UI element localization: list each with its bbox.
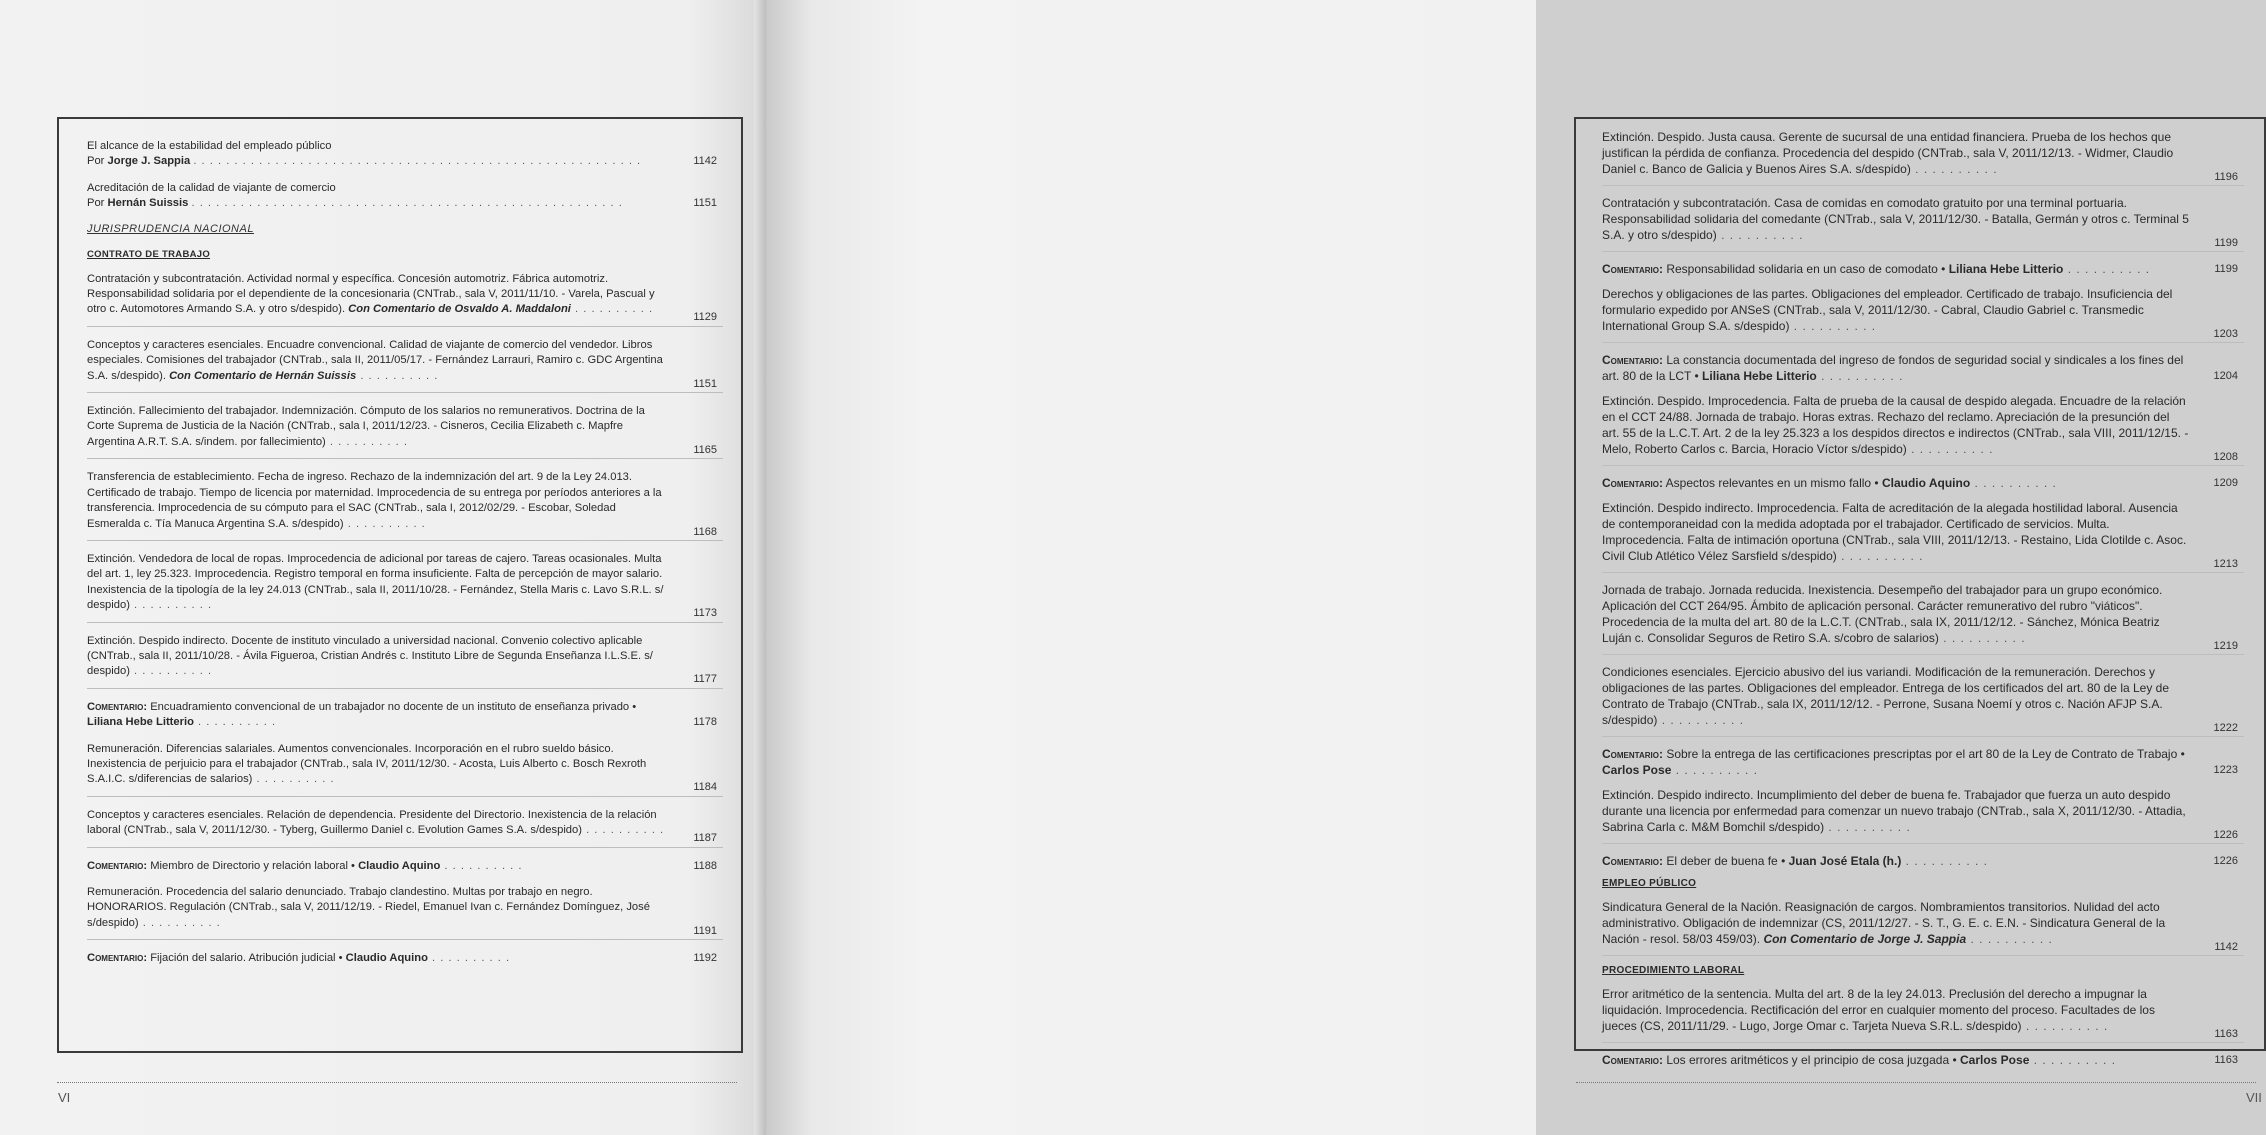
page-number: 1226: [2213, 855, 2238, 867]
entry-text: Transferencia de establecimiento. Fecha de ingreso. Rechazo de la indemnización del art. 9 de la Ley 24.013. Certificado de trabajo. Tiempo de licencia por maternidad. Improcedencia de su entrega por períodos anteriores a la transferencia. Improcedencia de su cómputo para el SAC (CNTrab., sala I, 2012/02/29. - Escobar, Soledad Esmeralda c. Tía Manuca Argentina S.A. s/despido): [87, 471, 662, 530]
dot-leader: . . . . . . . . . .: [1836, 549, 1924, 563]
page-number: 1188: [693, 859, 717, 872]
page-number: 1209: [2213, 477, 2238, 489]
dot-leader: . . . . . . . . . .: [1901, 854, 1989, 868]
comment-entry: [1602, 746, 2244, 778]
toc-entry: [87, 808, 723, 848]
entry-author: Claudio Aquino: [345, 952, 428, 965]
entry-text: Los errores aritméticos y el principio de cosa juzgada •: [1666, 1053, 1957, 1067]
dot-leader: . . . . . . . . . .: [1970, 476, 2057, 490]
dot-leader: . . . . . . . . . .: [129, 665, 213, 678]
toc-entry: [1602, 582, 2244, 655]
intro-entry: [87, 181, 723, 212]
page-number: 1142: [2214, 941, 2238, 953]
comment-entry: [1602, 261, 2244, 277]
page-folio: VI: [58, 1090, 71, 1105]
by-label: Por: [87, 197, 105, 210]
entry-text: Extinción. Despido. Justa causa. Gerente de sucursal de una entidad financiera. Prueba de los hechos que justifican la pérdida de confianza. Procedencia del despido (CNTrab., sala V, 2011/12/13. - Widmer, Claudio Daniel c. Banco de Galicia y Buenos Aires S.A. s/despido): [1602, 130, 2174, 176]
page-number: 1142: [693, 155, 717, 168]
page-number: 1173: [693, 607, 717, 620]
entry-text: Error aritmético de la sentencia. Multa del art. 8 de la ley 24.013. Preclusión del derecho a impugnar la liquidación. Improcedencia. Rectificación del error en cualquier momento del proceso. Facultades de los jueces (CS, 2011/11/29. - Lugo, Jorge Omar c. Tarjeta Nueva S.R.L. s/despido): [1602, 987, 2155, 1033]
dot-leader: . . . . . . . . . .: [1966, 932, 2053, 946]
entry-text: Miembro de Directorio y relación laboral •: [150, 859, 355, 872]
entry-text: Fijación del salario. Atribución judicial •: [150, 952, 343, 965]
intro-byline: [87, 154, 671, 169]
entry-text: Aspectos relevantes en un mismo fallo •: [1665, 476, 1879, 490]
toc-entry: [1602, 899, 2244, 956]
dot-leader: . . . . . . . . . .: [2021, 1019, 2109, 1033]
toc-entry: [1602, 787, 2244, 844]
entry-text: Contratación y subcontratación. Actividad normal y específica. Concesión automotriz. Fábrica automotriz. Responsabilidad solidaria por el dependiente de la concesionaria (CNTrab., sala V, 2011/11/10. - Varela, Pascual y otro c. Automotores Armando S.A. y otro s/despido).: [87, 272, 655, 316]
subsection-heading: CONTRATO DE TRABAJO: [87, 248, 211, 260]
comment-label: Comentario:: [1602, 854, 1663, 868]
dot-leader: . . . . . . . . . .: [193, 716, 277, 729]
page-number: 1203: [2213, 328, 2238, 340]
dot-leader: . . . . . . . . . .: [2063, 262, 2151, 276]
entry-text: Derechos y obligaciones de las partes. Obligaciones del empleador. Certificado de trabajo. Insuficiencia del formulario expedido por ANSeS (CNTrab., sala V, 2011/12/30. - Cabral, Claudio Gabriel c. Transmedic International Group S.A. s/despido): [1602, 287, 2173, 333]
entry-text: Extinción. Despido indirecto. Docente de instituto vinculado a universidad nacional. Convenio colectivo aplicable (CNTrab., sala II, 2011/10/28. - Ávila Figueroa, Cristian Andrés c. Instituto Libre de Segunda Enseñanza I.L.S.E. s/ despido): [87, 634, 653, 678]
entry-text: Extinción. Despido. Improcedencia. Falta de prueba de la causal de despido alegada. Encuadre de la relación en el CCT 24/88. Jornada de trabajo. Horas extras. Rechazo del reclamo. Apreciación de la presunción del art. 55 de la L.C.T. Art. 2 de la ley 25.323 a los despidos directos e indirectos (CNTrab., sala VIII, 2011/12/15. - Melo, Roberto Carlos c. Barcia, Horacio Víctor s/despido): [1602, 394, 2189, 456]
dot-leader: . . . . . . . . . .: [252, 773, 335, 786]
right-entry-list: [1602, 129, 2244, 1068]
entry-text: Encuadramiento convencional de un trabajador no docente de un instituto de enseñanza privado •: [150, 700, 637, 713]
author: Hernán Suissis: [107, 197, 189, 210]
dot-leader: . . . . . . . . . .: [1938, 631, 2026, 645]
right-page: [766, 0, 2262, 1135]
entry-text: Extinción. Fallecimiento del trabajador. Indemnización. Cómputo de los salarios no remunerativos. Doctrina de la Corte Suprema de Justicia de la Nación (CNTrab., sala I, 2011/12/23. - Cisneros, Cecilia Elizabeth c. Mapfre Argentina A.R.T. S.A. s/indem. por fallecimiento): [87, 405, 645, 448]
comment-entry: [1602, 475, 2244, 491]
footer-rule: [57, 1082, 737, 1083]
entry-text: Extinción. Despido indirecto. Improcedencia. Falta de acreditación de la alegada hostilidad laboral. Ausencia de contemporaneidad con la medida adoptada por el trabajador. Certificado de servicios. Multa. Improcedencia. Falta de intimación oportuna (CNTrab., sala VIII, 2011/12/13. - Restaino, Lida Clotilde c. Asoc. Civil Club Atlético Vélez Sarsfield s/despido): [1602, 501, 2187, 563]
page-number: 1199: [2214, 237, 2238, 249]
page-number: 1226: [2213, 829, 2238, 841]
dot-leader: . . . . . . . . . .: [1716, 228, 1804, 242]
toc-entry: [87, 470, 723, 541]
toc-entry: [87, 338, 723, 393]
page-folio: VII: [2246, 1090, 2262, 1105]
entry-text: Remuneración. Procedencia del salario denunciado. Trabajo clandestino. Multas por trabajo en negro. HONORARIOS. Regulación (CNTrab., sala V, 2011/12/19. - Riedel, Emanuel Ivan c. Fernández Domínguez, José s/despido): [87, 886, 650, 929]
toc-entry: [1602, 393, 2244, 466]
dot-leader: . . . . . . . . . .: [325, 435, 408, 448]
entry-text: Conceptos y caracteres esenciales. Relación de dependencia. Presidente del Directorio. Inexistencia de la relación laboral (CNTrab., sala V, 2011/12/30. - Tyberg, Guillermo Daniel c. Evolution Games S.A. s/despido): [87, 808, 657, 837]
dot-leader: . . . . . . . . . .: [427, 952, 511, 965]
dot-leader: . . . . . . . . . .: [138, 916, 221, 929]
page-number: 1223: [2213, 764, 2238, 776]
toc-entry: [87, 552, 723, 623]
left-entry-list: [87, 272, 723, 967]
entry-author: Con Comentario de Jorge J. Sappia: [1763, 932, 1967, 946]
entry-author: Liliana Hebe Litterio: [1948, 262, 2064, 276]
entry-author: Liliana Hebe Litterio: [87, 716, 194, 729]
dot-leader: . . . . . . . . . .: [440, 859, 523, 872]
page-number: 1204: [2213, 370, 2238, 382]
entry-text: El deber de buena fe •: [1666, 854, 1786, 868]
comment-entry: [87, 859, 723, 874]
subsection-heading: PROCEDIMIENTO LABORAL: [1602, 965, 1745, 976]
page-number: 1219: [2213, 640, 2238, 652]
page-number: 1165: [693, 443, 717, 456]
comment-label: Comentario:: [1602, 476, 1663, 490]
page-number: 1208: [2213, 451, 2238, 463]
entry-author: Claudio Aquino: [358, 859, 441, 872]
dot-leader: . . . . . . . . . .: [1789, 319, 1877, 333]
page-number: 1187: [693, 832, 717, 845]
dot-leader: . . . . . . . . . .: [570, 303, 654, 316]
comment-entry: [1602, 352, 2244, 384]
page-number: 1178: [693, 716, 717, 729]
intro-title: Acreditación de la calidad de viajante de comercio: [87, 181, 336, 194]
page-number: 1177: [693, 673, 717, 686]
page-number: 1222: [2213, 722, 2238, 734]
page-number: 1163: [2214, 1054, 2238, 1066]
page-number: 1213: [2213, 558, 2238, 570]
entry-text: Extinción. Vendedora de local de ropas. Improcedencia de adicional por tareas de cajero. Tareas ocasionales. Multa del art. 1, ley 25.323. Improcedencia. Registro temporal en forma insuficiente. Falta de percepción de mayor salario. Inexistencia de la tipología de la ley 24.013 (CNTrab., sala II, 2011/10/28. - Fernández, Stella Maris c. Lavo S.R.L. s/ despido): [87, 552, 664, 612]
toc-entry: [87, 272, 723, 327]
dot-leader: . . . . . . . . . .: [1910, 162, 1998, 176]
page-number: 1184: [693, 781, 717, 794]
entry-text: Remuneración. Diferencias salariales. Aumentos convencionales. Incorporación en el rubro sueldo básico. Inexistencia de perjuicio para el trabajador (CNTrab., sala IV, 2011/12/30. - Acosta, Luis Alberto c. Bosch Rexroth S.A.I.C. s/diferencias de salarios): [87, 742, 647, 786]
page-number: 1151: [693, 197, 717, 210]
entry-text: Conceptos y caracteres esenciales. Encuadre convencional. Calidad de viajante de comercio del vendedor. Libros especiales. Comisiones del trabajador (CNTrab., sala II, 2011/05/17. - Fernández Larrauri, Ramiro c. GDC Argentina S.A. s/despido).: [87, 338, 663, 382]
comment-label: Comentario:: [1602, 353, 1663, 367]
dot-leader: . . . . . . . . . .: [1671, 763, 1759, 777]
page-number: 1196: [2214, 171, 2238, 183]
section-heading: JURISPRUDENCIA NACIONAL: [87, 222, 254, 235]
page-number: 1129: [693, 311, 717, 324]
toc-entry: [1602, 129, 2244, 186]
toc-entry: [87, 885, 723, 940]
entry-author: Carlos Pose: [1602, 763, 1672, 777]
entry-text: Contratación y subcontratación. Casa de comidas en comodato gratuito por una terminal portuaria. Responsabilidad solidaria del comedante (CNTrab., sala V, 2011/12/30. - Batalla, Germán y otros c. Terminal 5 S.A. y otro s/despido): [1602, 196, 2189, 242]
dot-leader: . . . . . . . . . .: [1657, 713, 1745, 727]
comment-entry: [1602, 853, 2244, 869]
comment-label: Comentario:: [87, 700, 148, 713]
dot-leader: . . . . . . . . . .: [1906, 442, 1994, 456]
dot-leader: . . . . . . . . . .: [356, 369, 439, 382]
page-number: 1168: [693, 525, 717, 538]
entry-text: Sobre la entrega de las certificaciones prescriptas por el art 80 de la Ley de Contrato de Trabajo •: [1666, 747, 2185, 761]
comment-label: Comentario:: [87, 859, 148, 872]
dot-leader: . . . . . . . . . .: [1824, 820, 1911, 834]
entry-text: La constancia documentada del ingreso de fondos de seguridad social y sindicales a los fines del art. 80 de la LCT •: [1602, 353, 2184, 383]
toc-entry: [1602, 664, 2244, 737]
entry-author: Liliana Hebe Litterio: [1702, 369, 1817, 383]
comment-label: Comentario:: [1602, 747, 1663, 761]
intro-title: El alcance de la estabilidad del empleado público: [87, 140, 332, 152]
comment-label: Comentario:: [1602, 1053, 1663, 1067]
entry-text: Condiciones esenciales. Ejercicio abusivo del ius variandi. Modificación de la remuneración. Derechos y obligaciones de las partes. Obligaciones del empleador. Entrega de los certificados del art. 80 de la Ley de Contrato de Trabajo (CNTrab., sala IX, 2011/12/12. - Perrone, Susana Noemí y otros c. Nación AFJP S.A. s/despido): [1602, 665, 2170, 727]
dot-leader: . . . . . . . . . .: [343, 517, 426, 530]
toc-entry: [1602, 986, 2244, 1043]
entry-text: Extinción. Despido indirecto. Incumplimiento del deber de buena fe. Trabajador que fuerza un auto despido durante una licencia por enfermedad para comenzar un nuevo trabajo (CNTrab., sala X, 2011/12/30. - Attadia, Sabrina Carla c. M&M Bomchil s/despido): [1602, 788, 2186, 834]
comment-entry: [87, 951, 723, 966]
comment-label: Comentario:: [87, 952, 148, 965]
dot-leader: . . . . . . . . . . . . . . . . . . . . . . . . . . . . . . . . . . . . . . . . . . . . . . . . . . . . . . .: [193, 155, 642, 168]
dot-leader: . . . . . . . . . .: [1816, 369, 1904, 383]
right-contents-box: [1574, 117, 2266, 1067]
entry-author: Con Comentario de Osvaldo A. Maddaloni: [348, 303, 571, 316]
page-number: 1192: [693, 952, 717, 965]
author: Jorge J. Sappia: [107, 155, 191, 168]
left-contents-box: [57, 117, 743, 1053]
comment-entry: [87, 700, 723, 731]
entry-text: Jornada de trabajo. Jornada reducida. Inexistencia. Desempeño del trabajador para un grupo económico. Aplicación del CCT 264/95. Ámbito de aplicación personal. Carácter remunerativo del rubro "viáticos". Procedencia de la multa del art. 80 de la L.C.T. (CNTrab., sala IX, 2011/12/12. - Sánchez, Mónica Beatriz Luján c. Consolidar Seguros de Retiro S.A. s/cobro de salarios): [1602, 583, 2163, 645]
entry-text: Sindicatura General de la Nación. Reasignación de cargos. Nombramientos transitorios. Nulidad del acto administrativo. Obligación de indemnizar (CS, 2011/12/27. - S. T., G. E. c. E.N. - Sindicatura General de la Nación - resol. 58/03 459/03).: [1602, 900, 2166, 946]
entry-author: Claudio Aquino: [1881, 476, 1971, 490]
page-number: 1191: [693, 924, 717, 937]
toc-entry: [87, 634, 723, 689]
comment-label: Comentario:: [1602, 262, 1663, 276]
page-number: 1199: [2214, 263, 2238, 275]
entry-author: Juan José Etala (h.): [1788, 854, 1902, 868]
entry-author: Carlos Pose: [1960, 1053, 2030, 1067]
dot-leader: . . . . . . . . . .: [129, 599, 213, 612]
dot-leader: . . . . . . . . . . . . . . . . . . . . . . . . . . . . . . . . . . . . . . . . . . . . . . . . . . . . .: [191, 197, 623, 210]
subsection-heading: EMPLEO PÚBLICO: [1602, 878, 1697, 889]
toc-entry: [87, 742, 723, 797]
left-page: [0, 0, 766, 1135]
page-number: 1151: [693, 377, 717, 390]
comment-entry: [1602, 1052, 2244, 1068]
page-number: 1163: [2214, 1028, 2238, 1040]
dot-leader: . . . . . . . . . .: [2029, 1053, 2117, 1067]
intro-byline: [87, 196, 671, 211]
by-label: Por: [87, 155, 105, 168]
toc-entry: [1602, 500, 2244, 573]
toc-entry: [87, 404, 723, 459]
toc-entry: [1602, 195, 2244, 252]
entry-author: Con Comentario de Hernán Suissis: [169, 369, 357, 382]
intro-entry: [87, 139, 723, 170]
dot-leader: . . . . . . . . . .: [581, 824, 665, 837]
entry-text: Responsabilidad solidaria en un caso de comodato •: [1666, 262, 1946, 276]
toc-entry: [1602, 286, 2244, 343]
footer-rule: [1576, 1082, 2256, 1083]
